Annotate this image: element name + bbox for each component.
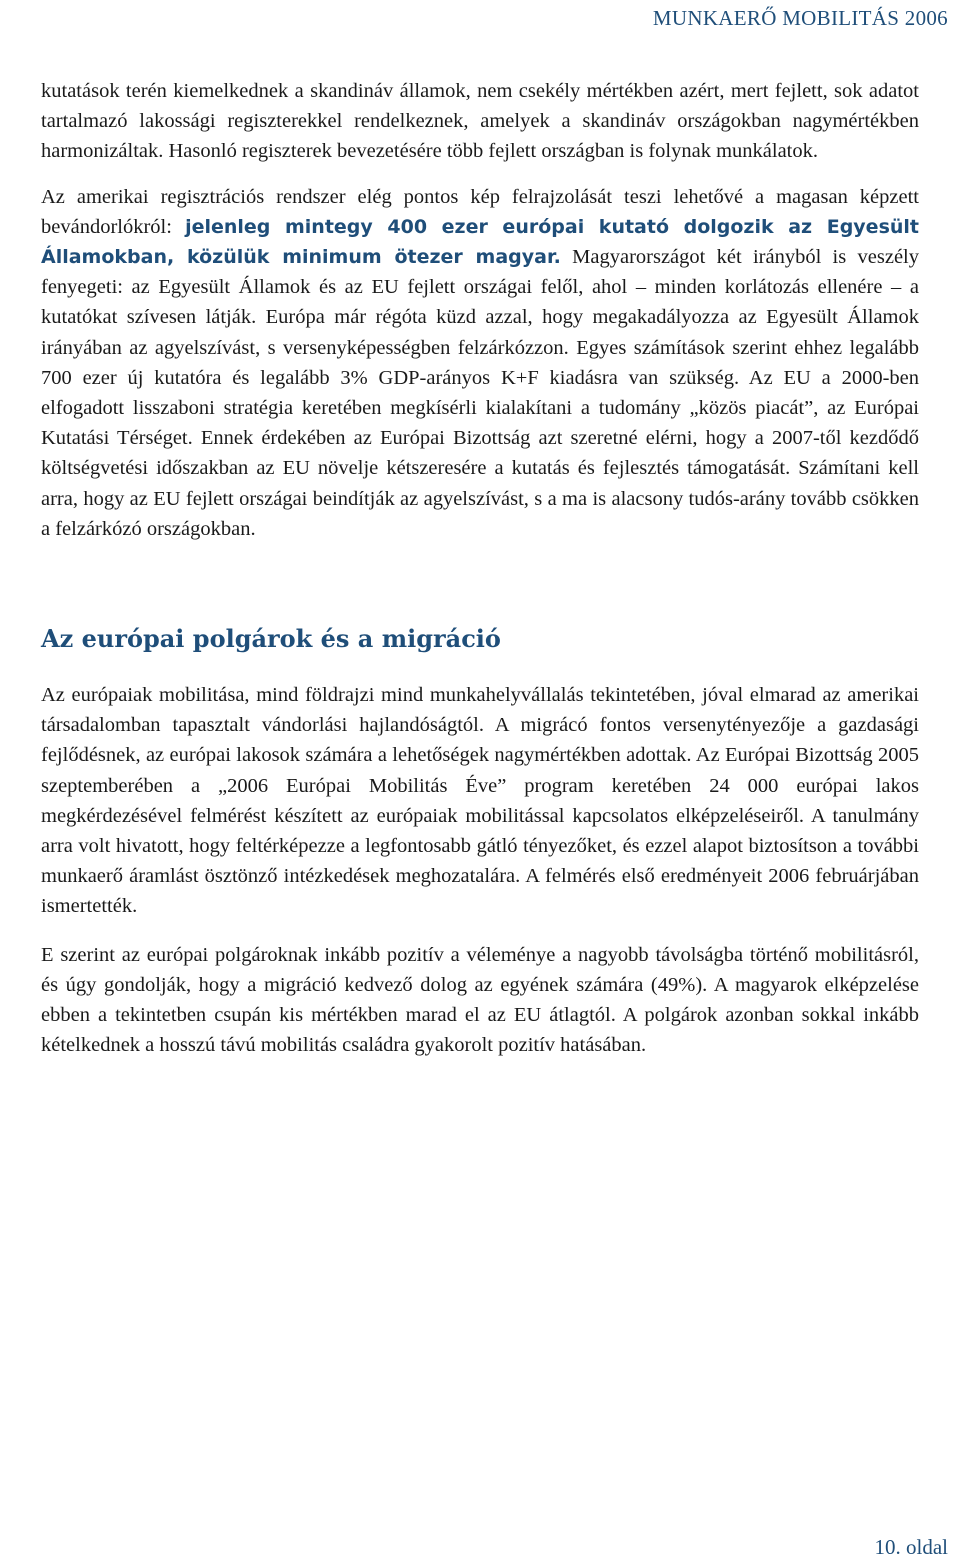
paragraph-1: kutatások terén kiemelkednek a skandináv államok, nem csekély mértékben azért, mert fejlett, sok adatot tartalmazó lakossági regiszterekkel rendelkeznek, amelyek a skandináv országokban nagymértékben harmonizáltak. Hasonló regiszterek bevezetésére több fejlett országban is folynak munkálatok. [41, 80, 919, 163]
document-body [41, 76, 919, 1060]
running-header: MUNKAERŐ MOBILITÁS 2006 [652, 6, 948, 30]
section-heading: Az európai polgárok és a migráció [41, 624, 501, 654]
page-number: 10. oldal [874, 1535, 948, 1559]
paragraph-2 [41, 182, 919, 544]
highlighted-statement: jelenleg mintegy 400 ezer európai kutató dolgozik az Egyesült Államokban, közülük minimum ötezer magyar. [41, 215, 919, 269]
paragraph-3: Az európaiak mobilitása, mind földrajzi mind munkahelyvállalás tekintetében, jóval elmarad az amerikai társadalomban tapasztalt vándorlási hajlandóságtól. A migrácó fontos versenytényezője a gazdasági fejlődésnek, az európai lakosok számára a lehetőségek nagymértékben adottak. Az Európai Bizottság 2005 szeptemberében a „2006 Európai Mobilitás Éve” program keretében 24 000 európai lakos megkérdezésével felmérést készített az európaiak mobilitással kapcsolatos elképzeléseiről. A tanulmány arra volt hivatott, hogy feltérképezze a legfontosabb gátló tényezőket, és ezzel alapot biztosítson a további munkaerő áramlást ösztönző intézkedések meghozatalára. A felmérés első eredményeit 2006 februárjában ismertették. [41, 684, 919, 918]
paragraph-4: E szerint az európai polgároknak inkább pozitív a véleménye a nagyobb távolságba történő mobilitásról, és úgy gondolják, hogy a migráció kedvező dolog az egyének számára (49%). A magyarok elképzelése ebben a tekintetben csupán kis mértékben marad el az EU átlagtól. A polgárok azonban sokkal inkább kételkednek a hosszú távú mobilitás családra gyakorolt pozitív hatásában. [41, 943, 919, 1057]
paragraph-2-end: Magyarországot két irányból is veszély fenyegeti: az Egyesült Államok és az EU fejlett országai felől, ahol – minden korlátozás ellenére – a kutatókat szívesen látják. Európa már régóta küzd azzal, hogy megakadályozza az Egyesült Államok irányában az agyelszívást, s versenyképességben felzárkózzon. Egyes számítások szerint ehhez legalább 700 ezer új kutatóra és legalább 3% GDP-arányos K+F kiadásra van szükség. Az EU a 2000-ben elfogadott lisszaboni stratégia keretében megkísérli kialakítani a tudomány „közös piacát”, az Európai Kutatási Térséget. Ennek érdekében az Európai Bizottság azt szeretné elérni, hogy a 2007-től kezdődő költségvetési időszakban az EU növelje kétszeresére a kutatás és fejlesztés támogatását. Számítani kell arra, hogy az EU fejlett országai beindítják az agyelszívást, s a ma is alacsony tudós-arány tovább csökken a felzárkózó országokban. [41, 246, 919, 540]
paragraph-2-start: Az amerikai regisztrációs rendszer elég pontos kép felrajzolását teszi lehetővé a magasan képzett bevándorlókról: [41, 185, 919, 238]
